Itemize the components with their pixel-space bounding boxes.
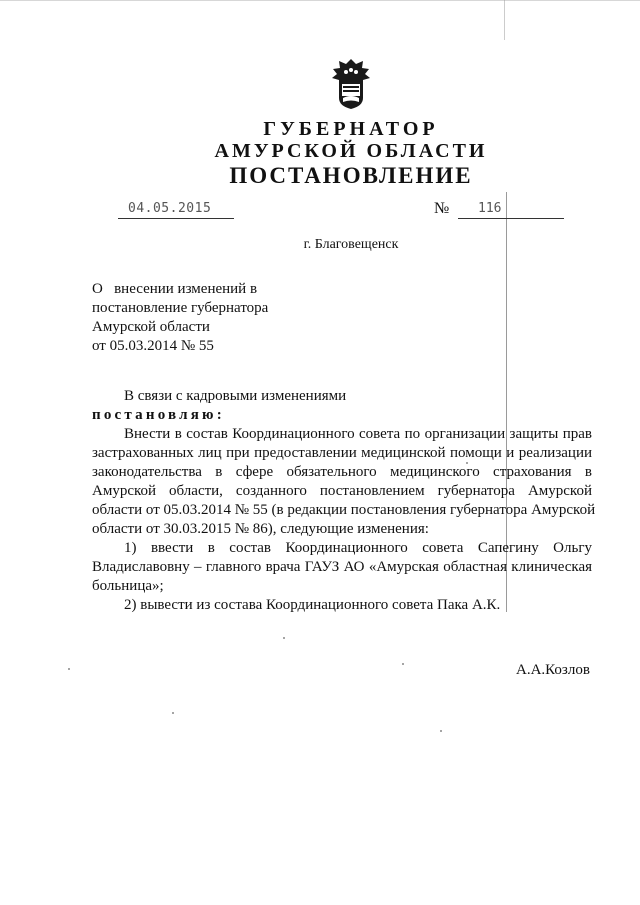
date-underline (118, 218, 234, 219)
city-label: г. Благовещенск (303, 237, 399, 252)
subject-line: Амурской области (92, 319, 210, 335)
scan-speck (402, 663, 404, 665)
number-sign: № (434, 200, 450, 217)
document-number-stamp: 116 (478, 201, 502, 216)
header-region: АМУРСКОЙ ОБЛАСТИ (214, 140, 488, 162)
list-item-line: 1) ввести в состав Координационного совета Сапегину Ольгу (124, 540, 592, 556)
subject-line: О внесении изменений в (92, 281, 258, 297)
amur-region-coat-of-arms-icon (329, 58, 373, 110)
scan-speck (466, 462, 468, 464)
scan-fold-line-top (504, 0, 505, 40)
number-underline (458, 218, 564, 219)
paragraph-line: Внести в состав Координационного совета по организации защиты прав (124, 426, 592, 442)
subject-block (92, 280, 268, 356)
list-item-line: 2) вывести из состава Координационного совета Пака А.К. (124, 597, 501, 613)
paragraph-line: области от 30.03.2015 № 86), следующие изменения: (92, 521, 429, 537)
subject-line: от 05.03.2014 № 55 (92, 338, 214, 354)
scan-speck (440, 730, 442, 732)
paragraph-line: законодательства в сфере обязательного медицинского страхования в (92, 464, 592, 480)
list-item-line: больница»; (92, 578, 164, 594)
scan-speck (68, 668, 70, 670)
document-date-stamp: 04.05.2015 (128, 201, 212, 216)
signature-name: А.А.Козлов (516, 662, 590, 678)
list-item-line: Владиславовну – главного врача ГАУЗ АО «Амурская областная клиническая (92, 559, 592, 575)
paragraph-line: Амурской области, созданного постановлением губернатора Амурской (92, 483, 592, 499)
subject-line: постановление губернатора (92, 300, 269, 316)
paragraph-line: застрахованных лиц при предоставлении медицинской помощи и реализации (92, 445, 592, 461)
paragraph-line: области от 05.03.2014 № 55 (в редакции постановления губернатора Амурской (92, 502, 596, 518)
document-body (92, 387, 596, 615)
header-governor: ГУБЕРНАТОР (263, 118, 439, 140)
scan-edge-top (0, 0, 640, 1)
scan-speck (283, 637, 285, 639)
document-type-title: ПОСТАНОВЛЕНИЕ (229, 163, 473, 188)
scan-speck (172, 712, 174, 714)
decree-keyword: постановляю: (92, 407, 225, 423)
preamble: В связи с кадровыми изменениями (124, 388, 347, 404)
